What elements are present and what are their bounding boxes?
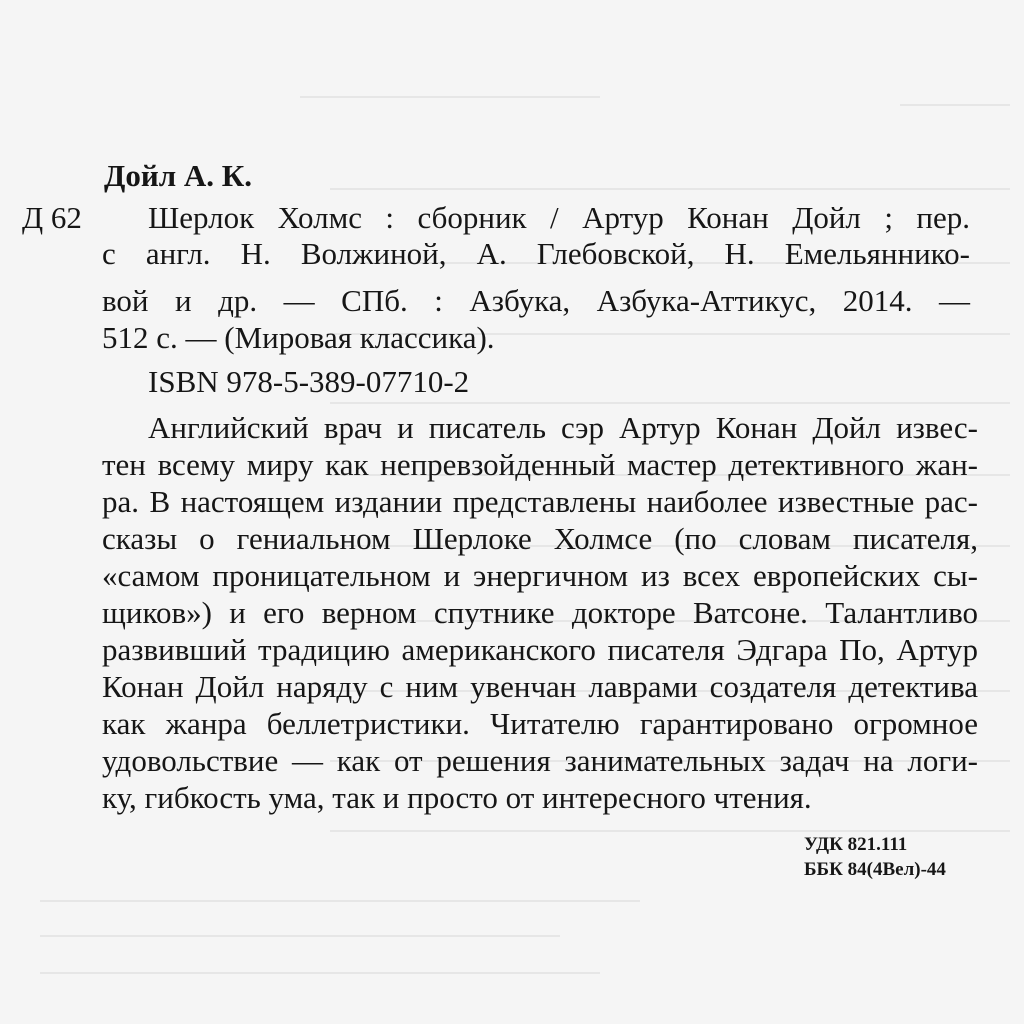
udk-index: УДК 821.111: [804, 834, 908, 855]
bibliographic-line: с англ. Н. Волжиной, А. Глебовской, Н. Емельяннико-: [102, 236, 970, 271]
annotation-line: развивший традицию американского писателя Эдгара По, Артур: [102, 632, 978, 667]
annotation-line: тен всему миру как непревзойденный мастер детективного жан-: [102, 447, 978, 482]
annotation-line: Английский врач и писатель сэр Артур Конан Дойл извес-: [148, 410, 978, 445]
annotation-line: щиков») и его верном спутнике докторе Ватсоне. Талантливо: [102, 595, 978, 630]
annotation-line: «самом проницательном и энергичном из всех европейских сы-: [102, 558, 978, 593]
annotation-line: ра. В настоящем издании представлены наиболее известные рас-: [102, 484, 978, 519]
bibliographic-line: Шерлок Холмс : сборник / Артур Конан Дойл ; пер.: [148, 200, 970, 235]
annotation-line: ку, гибкость ума, так и просто от интересного чтения.: [102, 780, 812, 815]
bbk-index: ББК 84(4Вел)-44: [804, 859, 946, 880]
annotation-line: Конан Дойл наряду с ним увенчан лаврами создателя детектива: [102, 669, 978, 704]
isbn: ISBN 978-5-389-07710-2: [148, 364, 470, 399]
bibliographic-line: вой и др. — СПб. : Азбука, Азбука-Аттикус, 2014. —: [102, 283, 970, 318]
library-code: Д 62: [22, 200, 82, 235]
bibliographic-line: 512 с. — (Мировая классика).: [102, 320, 495, 355]
annotation-line: как жанра беллетристики. Читателю гарантировано огромное: [102, 706, 978, 741]
annotation-line: удовольствие — как от решения занимательных задач на логи-: [102, 743, 978, 778]
annotation-line: сказы о гениальном Шерлоке Холмсе (по словам писателя,: [102, 521, 978, 556]
author-heading: Дойл А. К.: [104, 158, 252, 193]
